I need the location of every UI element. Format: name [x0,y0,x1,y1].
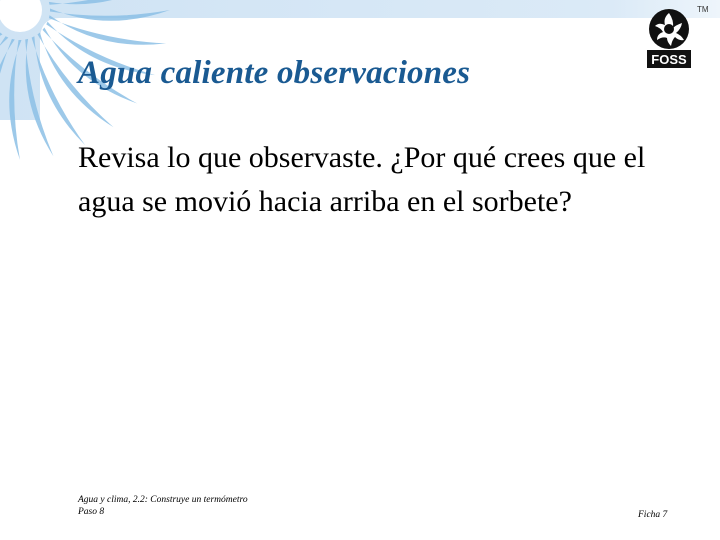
logo-text: FOSS [651,52,687,67]
page-label: Ficha 7 [638,510,668,520]
footer-line-1: Agua y clima, 2.2: Construye un termómetro [78,495,248,505]
foss-logo [645,8,693,70]
sunburst-ray [0,36,8,145]
sunburst-ray [50,9,170,21]
sunburst-ray [0,33,3,128]
trademark-mark: TM [697,5,709,14]
sunburst-ray [49,0,166,5]
footer-reference [78,494,248,518]
sunburst-ray [9,40,21,160]
slide-title: Agua caliente observaciones [78,55,471,91]
footer-line-2: Paso 8 [78,507,105,517]
slide-body-text: Revisa lo que observaste. ¿Por qué crees que el agua se movió hacia arriba en el sorbete? [78,141,646,218]
